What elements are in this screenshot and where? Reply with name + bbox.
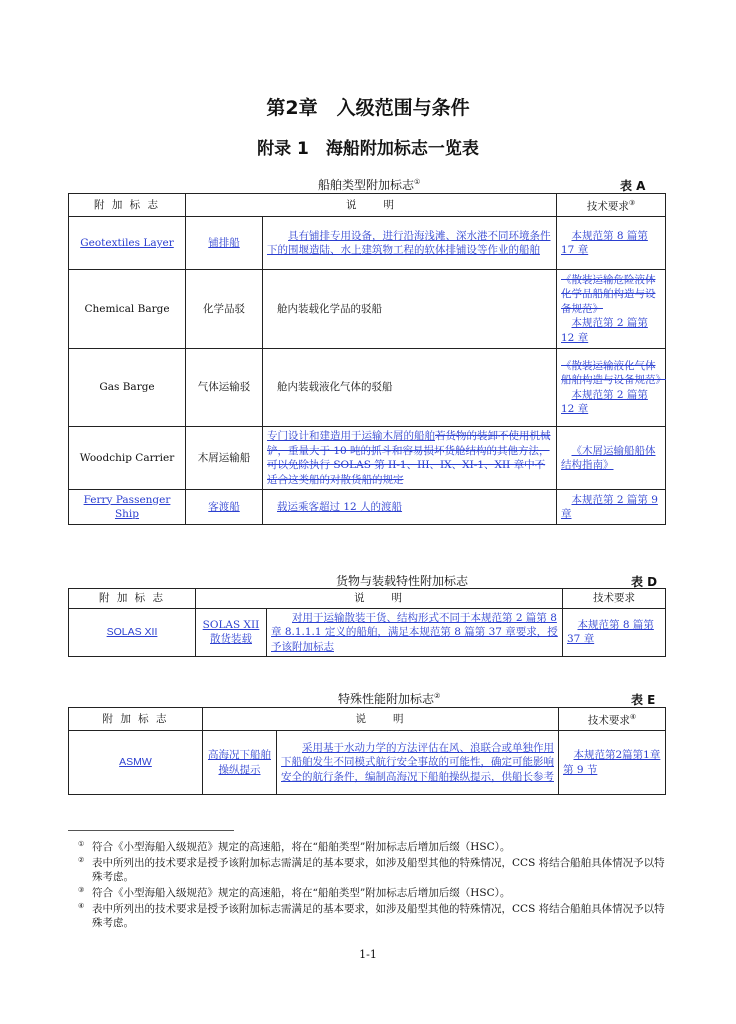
description: 载运乘客超过 12 人的渡船 — [263, 490, 557, 525]
header-cell: 说 明 — [203, 708, 559, 731]
table-row — [69, 608, 666, 657]
description-deleted: 若货物的装卸不使用机械铲，重量大于 10 吨的抓斗和容易损坏货舱结构的其他方法，可以免除执行 SOLAS 第 II-1、III、IX、XI-1、XII 章中不适合这类船的对散货船的规定 — [267, 430, 551, 486]
header-cell: 技术要求 — [563, 589, 666, 609]
description: 具有铺排专用设备，进行沿海浅滩、深水港不同环境条件下的围堰造陆、水上建筑物工程的软体排铺设等作业的船舶 — [263, 217, 557, 270]
header-cell: 说 明 — [196, 589, 563, 609]
footnote: ① 符合《小型海船入级规范》规定的高速船，将在“船舶类型”附加标志后增加后缀（HSC）。 — [78, 840, 511, 853]
description: 舱内装载液化气体的驳船 — [263, 349, 557, 427]
mark-en: ASMW — [69, 731, 203, 795]
description: 舱内装载化学品的驳船 — [263, 270, 557, 349]
table-e — [68, 707, 666, 795]
mark-en: Chemical Barge — [69, 270, 186, 349]
mark-cn: 客渡船 — [186, 490, 263, 525]
table-d-tag: 表 D — [631, 575, 658, 589]
description — [263, 427, 557, 490]
mark-en: SOLAS XII — [69, 608, 196, 657]
table-a — [68, 193, 666, 525]
requirement-deleted: 《散装运输危险液体化学品船舶构造与设备规范》 — [561, 273, 656, 315]
description: 采用基于水动力学的方法评估在风、浪联合或单独作用下船舶发生不同模式航行安全事故的可能性，确定可能影响安全的航行条件，编制高海况下船舶操纵提示，供船长参考 — [277, 731, 559, 795]
requirement-deleted: 《散装运输液化气体船舶构造与设备规范》 — [561, 359, 666, 386]
table-row — [69, 490, 666, 525]
mark-en: Woodchip Carrier — [69, 427, 186, 490]
mark-cn: 铺排船 — [186, 217, 263, 270]
requirement: 《木屑运输船船体结构指南》 — [557, 427, 666, 490]
mark-cn: SOLAS XII 散货装载 — [196, 608, 267, 657]
table-a-tag: 表 A — [620, 179, 646, 193]
chapter-title: 第2章 入级范围与条件 — [266, 97, 470, 119]
header-cell: 附 加 标 志 — [69, 708, 203, 731]
table-header-row — [69, 589, 666, 609]
description-inserted: 专门设计和建造用于运输木屑的船舶 — [267, 430, 435, 442]
table-d — [68, 588, 666, 657]
mark-cn: 木屑运输船 — [186, 427, 263, 490]
header-cell: 技术要求④ — [559, 708, 666, 731]
header-cell: 说 明 — [186, 194, 557, 217]
table-header-row — [69, 708, 666, 731]
mark-en: Ferry Passenger Ship — [69, 490, 186, 525]
requirement-inserted: 本规范第 2 篇第 12 章 — [561, 317, 648, 344]
table-e-caption: 特殊性能附加标志② — [338, 692, 441, 706]
requirement — [557, 349, 666, 427]
mark-en: Gas Barge — [69, 349, 186, 427]
mark-cn: 气体运输驳 — [186, 349, 263, 427]
appendix-title: 附录 1 海船附加标志一览表 — [257, 139, 479, 159]
mark-cn: 高海况下船舶操纵提示 — [203, 731, 277, 795]
header-cell: 附 加 标 志 — [69, 194, 186, 217]
table-a-caption: 船舶类型附加标志① — [318, 178, 421, 192]
table-row — [69, 427, 666, 490]
requirement: 本规范第 8 篇第 17 章 — [557, 217, 666, 270]
table-row — [69, 217, 666, 270]
requirement-inserted: 本规范第 2 篇第 12 章 — [561, 388, 648, 415]
table-header-row — [69, 194, 666, 217]
requirement: 本规范第2篇第1章第 9 节 — [559, 731, 666, 795]
table-row — [69, 731, 666, 795]
table-row — [69, 270, 666, 349]
header-cell: 技术要求③ — [557, 194, 666, 217]
header-cell: 附 加 标 志 — [69, 589, 196, 609]
footnote: ③ 符合《小型海船入级规范》规定的高速船，将在“船舶类型”附加标志后增加后缀（HSC）。 — [78, 886, 511, 899]
footnote-separator — [68, 830, 234, 831]
requirement: 本规范第 2 篇第 9 章 — [557, 490, 666, 525]
table-e-tag: 表 E — [631, 693, 656, 707]
mark-en: Geotextiles Layer — [69, 217, 186, 270]
description: 对用于运输散装干货、结构形式不同于本规范第 2 篇第 8 章 8.1.1.1 定义的船舶，满足本规范第 8 篇第 37 章要求，授予该附加标志 — [267, 608, 563, 657]
footnote: ② 表中所列出的技术要求是授予该附加标志需满足的基本要求，如涉及船型其他的特殊情况，CCS 将结合船舶具体情况予以特殊考虑。 — [78, 856, 665, 883]
page-number: 1-1 — [359, 948, 377, 961]
footnote: ④ 表中所列出的技术要求是授予该附加标志需满足的基本要求，如涉及船型其他的特殊情况，CCS 将结合船舶具体情况予以特殊考虑。 — [78, 902, 665, 929]
table-d-caption: 货物与装载特性附加标志 — [336, 574, 469, 588]
requirement: 本规范第 8 篇第 37 章 — [563, 608, 666, 657]
table-row — [69, 349, 666, 427]
requirement — [557, 270, 666, 349]
mark-cn: 化学品驳 — [186, 270, 263, 349]
